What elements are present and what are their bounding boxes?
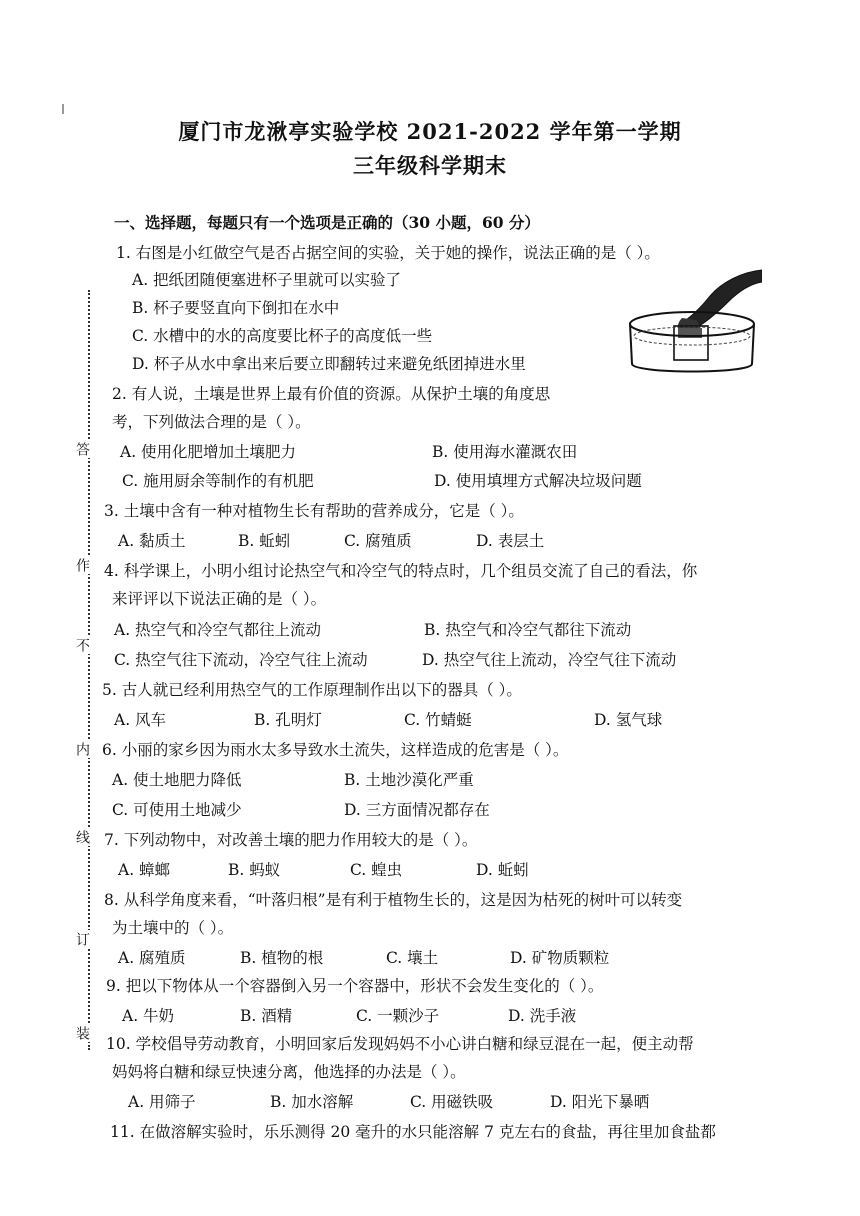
q1-option-d: D. 杯子从水中拿出来后要立即翻转过来避免纸团掉进水里 [132,355,526,373]
q2-option-d: D. 使用填埋方式解决垃圾问题 [434,472,642,490]
q5-option-b: B. 孔明灯 [254,711,322,729]
q1-option-b: B. 杯子要竖直向下倒扣在水中 [132,299,340,317]
q4-option-c: C. 热空气往下流动，冷空气往上流动 [114,651,368,669]
q7-option-b: B. 蚂蚁 [228,861,281,879]
section-heading: 一、选择题，每题只有一个选项是正确的（30 小题，60 分） [114,213,540,232]
q4-option-b: B. 热空气和冷空气都往下流动 [424,621,632,639]
q4-stem-line2: 来评评以下说法正确的是（ ）。 [112,590,327,608]
q10-option-b: B. 加水溶解 [270,1093,354,1111]
q8-option-a: A. 腐殖质 [118,949,186,967]
q9-stem: 9. 把以下物体从一个容器倒入另一个容器中，形状不会发生变化的（ ）。 [106,977,604,995]
q5-option-d: D. 氢气球 [594,711,663,729]
q10-option-d: D. 阳光下暴晒 [550,1093,650,1111]
q1-stem: 1. 右图是小红做空气是否占据空间的实验，关于她的操作，说法正确的是（ ）。 [116,244,660,262]
q8-option-d: D. 矿物质颗粒 [510,949,610,967]
q3-option-d: D. 表层土 [476,532,545,550]
q2-stem-line1: 2. 有人说，土壤是世界上最有价值的资源。从保护土壤的角度思 [112,385,551,403]
q4-stem-line1: 4. 科学课上，小明小组讨论热空气和冷空气的特点时，几个组员交流了自己的看法，你 [104,562,698,580]
q3-option-a: A. 黏质土 [118,532,186,550]
q5-stem: 5. 古人就已经利用热空气的工作原理制作出以下的器具（ ）。 [102,681,522,699]
q8-stem-line1: 8. 从科学角度来看，“叶落归根”是有利于植物生长的，这是因为枯死的树叶可以转变 [104,891,683,909]
q2-option-b: B. 使用海水灌溉农田 [432,443,578,461]
exam-subtitle: 三年级科学期末 [353,153,507,178]
q9-option-b: B. 酒精 [240,1007,293,1025]
q5-option-a: A. 风车 [114,711,167,729]
q6-stem: 6. 小丽的家乡因为雨水太多导致水土流失，这样造成的危害是（ ）。 [102,741,569,759]
q7-option-c: C. 蝗虫 [350,861,403,879]
q1-option-a: A. 把纸团随便塞进杯子里就可以实验了 [132,271,402,289]
q10-stem-line1: 10. 学校倡导劳动教育，小明回家后发现妈妈不小心讲白糖和绿豆混在一起，便主动帮 [106,1035,694,1053]
margin-label-5: 线 [74,830,90,844]
q2-option-a: A. 使用化肥增加土壤肥力 [120,443,297,461]
q8-stem-line2: 为土壤中的（ ）。 [112,919,234,937]
q7-option-d: D. 蚯蚓 [476,861,529,879]
q3-option-b: B. 蚯蚓 [238,532,291,550]
margin-label-4: 内 [74,742,90,756]
cup-water-experiment-figure [622,262,762,380]
q5-option-c: C. 竹蜻蜓 [404,711,472,729]
q7-stem: 7. 下列动物中，对改善土壤的肥力作用较大的是（ ）。 [104,831,478,849]
q10-option-c: C. 用磁铁吸 [410,1093,494,1111]
q9-option-c: C. 一颗沙子 [356,1007,440,1025]
q4-option-d: D. 热空气往上流动，冷空气往下流动 [422,651,677,669]
q3-option-c: C. 腐殖质 [344,532,412,550]
q4-option-a: A. 热空气和冷空气都往上流动 [114,621,322,639]
q10-option-a: A. 用筛子 [128,1093,196,1111]
margin-label-1: 答 [74,442,90,456]
q3-stem: 3. 土壤中含有一种对植物生长有帮助的营养成分，它是（ ）。 [104,502,524,520]
margin-label-2: 作 [74,558,90,572]
q1-option-c: C. 水槽中的水的高度要比杯子的高度低一些 [132,327,433,345]
q6-option-a: A. 使土地肥力降低 [112,771,242,789]
q10-stem-line2: 妈妈将白糖和绿豆快速分离，他选择的办法是（ ）。 [112,1063,466,1081]
q6-option-c: C. 可使用土地减少 [112,801,242,819]
q9-option-a: A. 牛奶 [122,1007,175,1025]
exam-title: 厦门市龙湫亭实验学校 2021-2022 学年第一学期 [178,119,682,144]
q8-option-c: C. 壤土 [386,949,439,967]
q6-option-b: B. 土地沙漠化严重 [344,771,474,789]
scan-mark [62,104,64,114]
q9-option-d: D. 洗手液 [508,1007,577,1025]
margin-label-6: 订 [74,932,90,946]
q6-option-d: D. 三方面情况都存在 [344,801,490,819]
q2-option-c: C. 施用厨余等制作的有机肥 [122,472,314,490]
q2-stem-line2: 考，下列做法合理的是（ ）。 [112,413,311,431]
q11-stem-line1: 11. 在做溶解实验时，乐乐测得 20 毫升的水只能溶解 7 克左右的食盐，再往里加食盐都 [110,1123,716,1141]
margin-label-3: 不 [74,638,90,652]
q8-option-b: B. 植物的根 [240,949,324,967]
q7-option-a: A. 蟑螂 [118,861,171,879]
margin-label-7: 装 [74,1026,90,1040]
